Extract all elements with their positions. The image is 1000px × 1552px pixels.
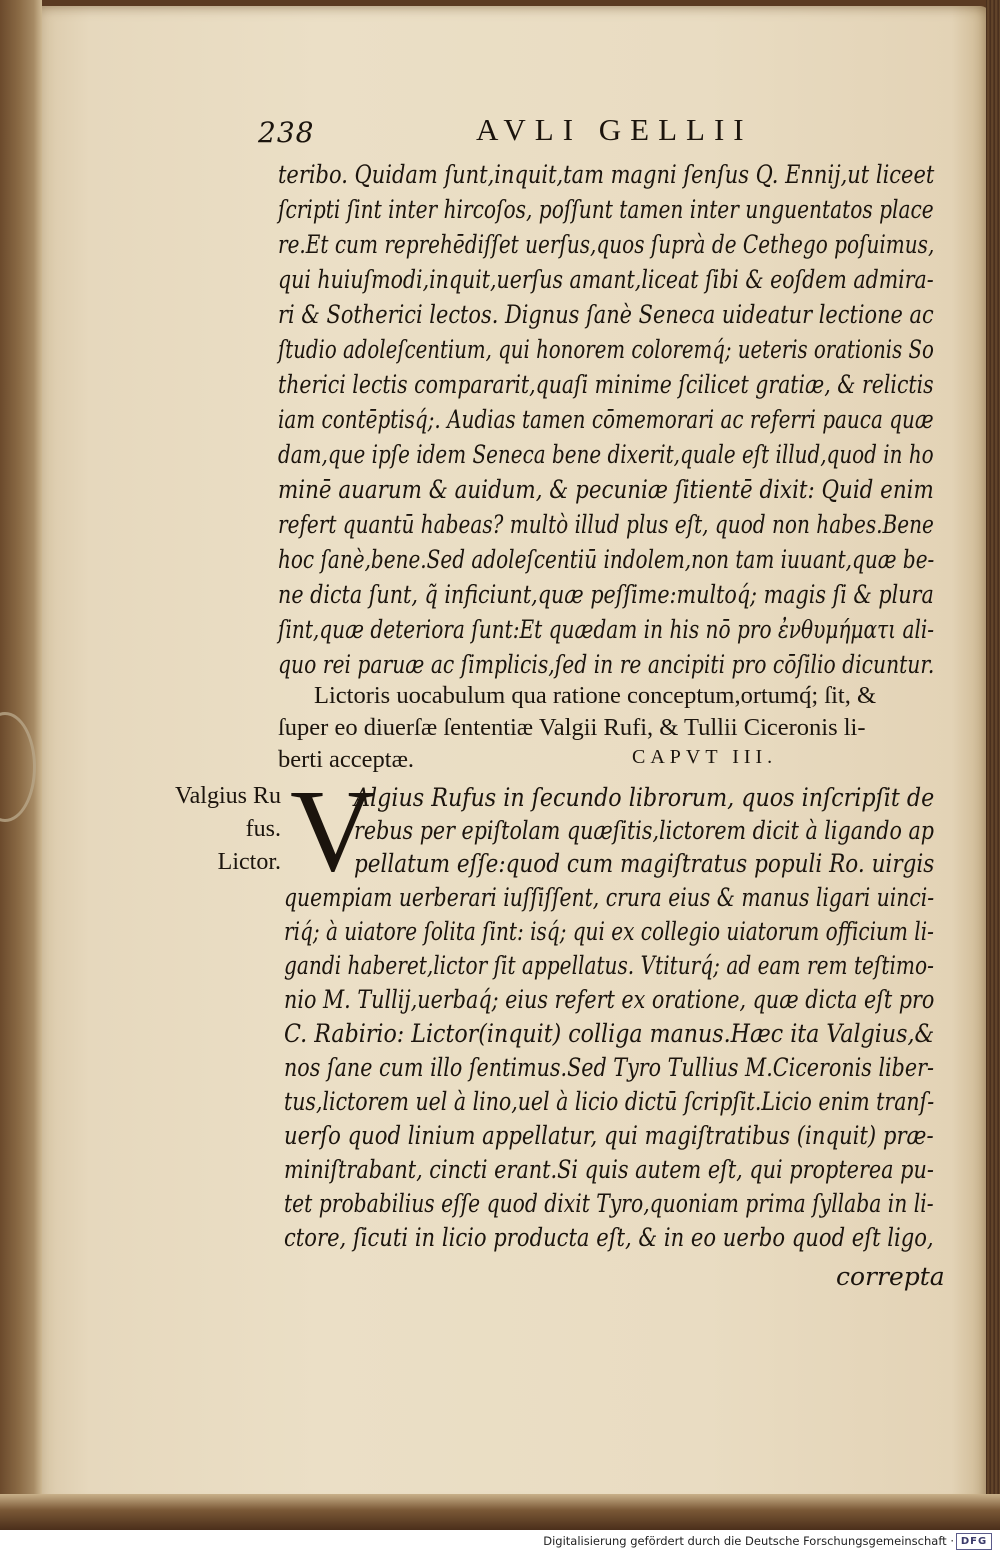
body-line: teribo. Quidam ſunt,inquit,tam magni ſenſus Q. Ennij,ut liceet <box>278 160 935 190</box>
fore-edge <box>986 0 1000 1530</box>
body-line: qui huiuſmodi,inquit,uerſus amant,liceat ſibi & eoſdem admira- <box>278 265 934 295</box>
chapter-text-beside-cap <box>354 782 934 881</box>
margin-note: fus. <box>245 816 281 842</box>
body-line: re.Et cum reprehēdiſſet uerſus,quos ſuprà de Cethego poſuimus, <box>278 230 935 260</box>
chapter-line: C. Rabirio: Lictor(inquit) colliga manus.Hæc ita Valgius,& <box>284 1019 935 1049</box>
body-line: ſtudio adoleſcentium, qui honorem coloremq́; ueteris orationis So <box>278 335 934 365</box>
chapter-line: nos ſane cum illo ſentimus.Sed Tyro Tullius M.Ciceronis liber- <box>284 1053 934 1083</box>
catchword: correpta <box>836 1262 945 1291</box>
chapter-line: Algius Rufus in ſecundo librorum, quos inſcripſit de <box>354 783 935 813</box>
funding-credit: Digitalisierung gefördert durch die Deutsche Forschungsgemeinschaft · <box>543 1534 954 1548</box>
heading-line: berti acceptæ. <box>278 746 415 773</box>
body-line: ſint,quæ deteriora ſunt:Et quædam in his nō pro ἐνθυμήματι ali- <box>278 615 935 645</box>
heading-line: Lictoris uocabulum qua ratione conceptum,ortumq́; ſit, & <box>314 682 877 709</box>
chapter-line: quempiam uerberari iuſſiſſent, crura eius & manus ligari uinci- <box>284 883 935 913</box>
drop-cap: V <box>290 765 376 896</box>
heading-line: ſuper eo diuerſæ ſententiæ Valgii Rufi, & Tullii Ciceronis li- <box>278 714 866 741</box>
running-head <box>258 112 938 152</box>
chapter-line: rebus per epiſtolam quæſitis,lictorem dicit à ligando ap <box>354 816 934 846</box>
dfg-logo: DFG <box>956 1533 992 1550</box>
chapter-line: riq́; à uiatore ſolita ſint: isq́; qui ex collegio uiatorum officium li- <box>284 917 934 947</box>
running-title: AVLI GELLII <box>476 112 753 147</box>
body-line: ſcripti ſint inter hircoſos, poſſunt tamen inter unguentatos place <box>278 195 934 225</box>
chapter-number: CAPVT III. <box>632 746 778 768</box>
chapter-line: pellatum eſſe:quod cum magiſtratus populi Ro. uirgis <box>354 849 935 879</box>
margin-notes <box>146 780 281 879</box>
chapter-heading <box>278 680 938 776</box>
chapter-line: tet probabilius eſſe quod dixit Tyro,quoniam prima ſyllaba in li- <box>284 1189 934 1219</box>
chapter-line: gandi haberet,lictor ſit appellatus. Vtiturq́; ad eam rem teſtimo- <box>284 951 934 981</box>
chapter-line: uerſo quod linium appellatur, qui magiſtratibus (inquit) præ- <box>284 1121 934 1151</box>
body-line: dam,que ipſe idem Seneca bene dixerit,quale eſt illud,quod in ho <box>278 440 934 470</box>
chapter-line: miniſtrabant, cincti erant.Si quis autem eſt, qui propterea pu- <box>284 1155 934 1185</box>
footer-bar <box>0 1530 1000 1552</box>
bottom-edge <box>0 1494 1000 1530</box>
body-line: hoc ſanè,bene.Sed adoleſcentiū indolem,non tam iuuant,quæ be- <box>278 545 935 575</box>
body-line: refert quantū habeas? multò illud plus eſt, quod non habes.Bene <box>278 510 934 540</box>
chapter-line: tus,lictorem uel à lino,uel à licio dictū ſcripſit.Licio enim tranſ- <box>284 1087 935 1117</box>
body-line: ne dicta ſunt, q̃ inficiunt,quæ peſſime:multoq́; magis ſi & plura <box>278 580 934 610</box>
margin-note: Lictor. <box>217 849 281 875</box>
body-line: ri & Sotherici lectos. Dignus ſanè Seneca uideatur lectione ac <box>278 300 934 330</box>
body-line: minē auarum & auidum, & pecuniæ ſitientē dixit: Quid enim <box>278 475 934 505</box>
chapter-text <box>284 881 934 1255</box>
body-line: quo rei paruæ ac ſimplicis,ſed in re ancipiti pro cōſilio dicuntur. <box>278 650 935 680</box>
body-line: therici lectis compararit,quaſi minime ſcilicet gratiæ, & relictis <box>278 370 934 400</box>
margin-note: Valgius Ru <box>174 783 281 809</box>
chapter-line: nio M. Tullij,uerbaq́; eius refert ex oratione, quæ dicta eſt pro <box>284 985 935 1015</box>
body-text <box>278 158 934 683</box>
page-number: 238 <box>258 116 315 149</box>
chapter-line: ctore, ſicuti in licio producta eſt, & in eo uerbo quod eſt ligo, <box>284 1223 934 1253</box>
body-line: iam contēptisq́;. Audias tamen cōmemorari ac referri pauca quæ <box>278 405 934 435</box>
